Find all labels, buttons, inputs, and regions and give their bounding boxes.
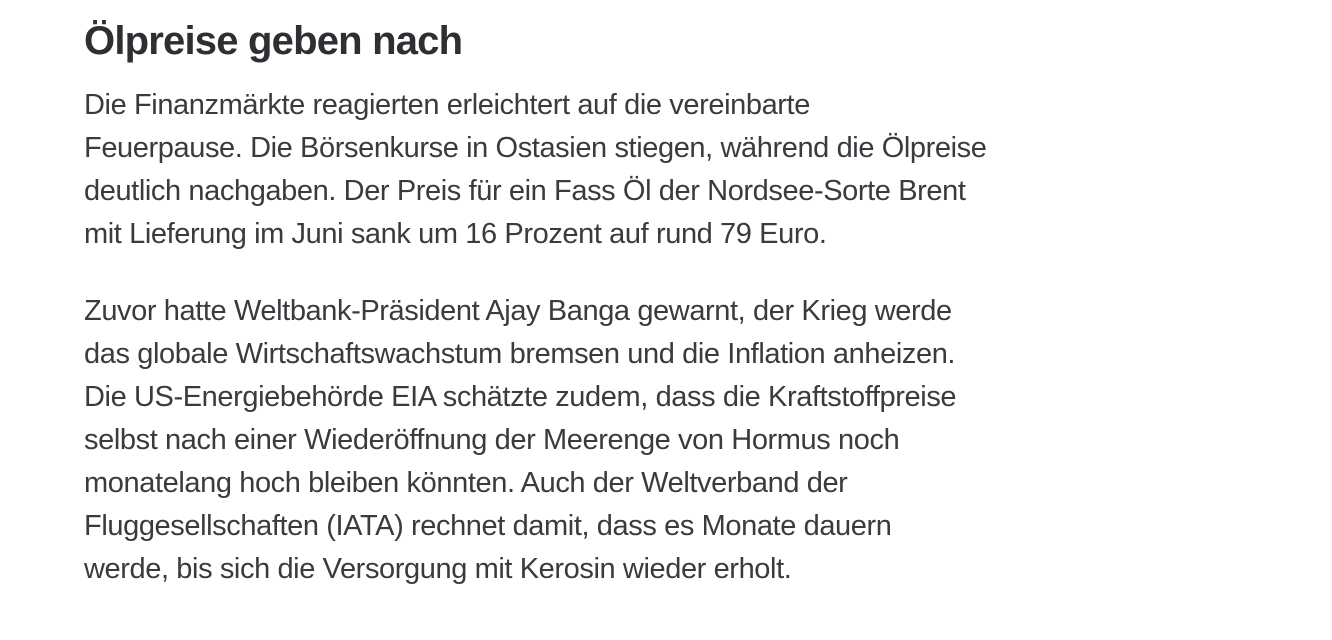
text-line: Zuvor hatte Weltbank-Präsident Ajay Banga gewarnt, der Krieg werde [84, 295, 952, 327]
article-paragraph [84, 290, 1332, 591]
text-line: Die Finanzmärkte reagierten erleichtert auf die vereinbarte [84, 89, 810, 121]
text-line: deutlich nachgaben. Der Preis für ein Fass Öl der Nordsee-Sorte Brent [84, 175, 966, 207]
article-headline: Ölpreise geben nach [84, 19, 463, 63]
article-paragraph [84, 84, 1332, 256]
text-line: Feuerpause. Die Börsenkurse in Ostasien stiegen, während die Ölpreise [84, 132, 987, 164]
text-line: monatelang hoch bleiben könnten. Auch der Weltverband der [84, 467, 848, 499]
text-line: Fluggesellschaften (IATA) rechnet damit, dass es Monate dauern [84, 510, 892, 542]
text-line: Die US-Energiebehörde EIA schätzte zudem, dass die Kraftstoffpreise [84, 381, 957, 413]
text-line: selbst nach einer Wiederöffnung der Meerenge von Hormus noch [84, 424, 900, 456]
text-line: werde, bis sich die Versorgung mit Kerosin wieder erholt. [84, 553, 792, 585]
text-line: das globale Wirtschaftswachstum bremsen und die Inflation anheizen. [84, 338, 956, 370]
text-line: mit Lieferung im Juni sank um 16 Prozent auf rund 79 Euro. [84, 218, 827, 250]
